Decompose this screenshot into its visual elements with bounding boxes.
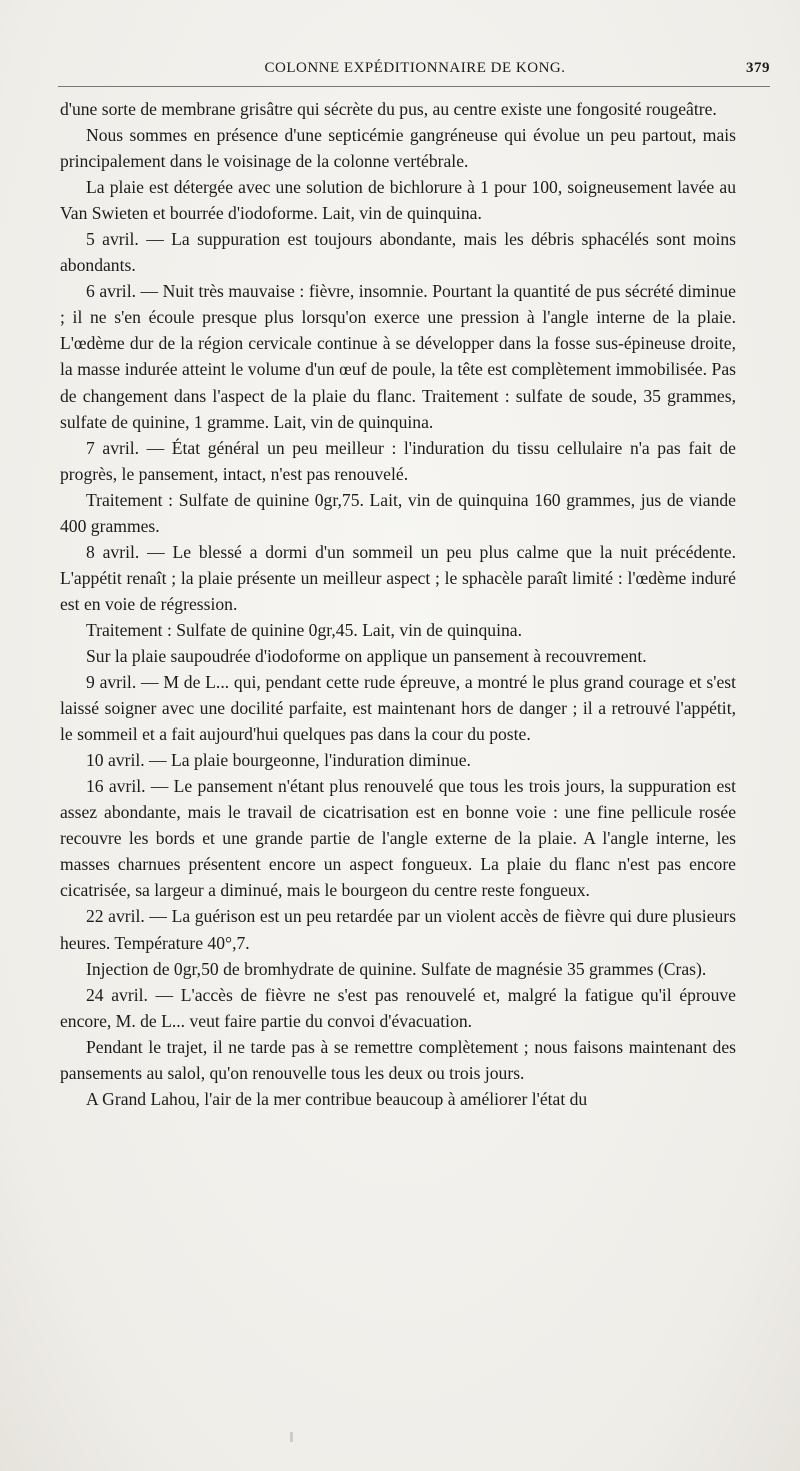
paragraph: 24 avril. — L'accès de fièvre ne s'est pas renouvelé et, malgré la fatigue qu'il éprouve encore, M. de L... veut faire partie du convoi d'évacuation. — [60, 984, 736, 1031]
paragraph: Pendant le trajet, il ne tarde pas à se remettre complètement ; nous faisons maintenant des pansements au salol, qu'on renouvelle tous les deux ou trois jours. — [60, 1036, 736, 1083]
paragraph: Nous sommes en présence d'une septicémie gangréneuse qui évolue un peu partout, mais principalement dans le voisinage de la colonne vertébrale. — [60, 125, 736, 172]
paragraph: 16 avril. — Le pansement n'étant plus renouvelé que tous les trois jours, la suppuration est assez abondante, mais le travail de cicatrisation est en bonne voie : une fine pellicule rosée recouvre les bords et une grande partie de l'angle externe de la plaie. A l'angle interne, les masses charnues présentent encore un aspect fongueux. La plaie du flanc n'est pas encore cicatrisée, sa largeur a diminué, mais le bourgeon du centre reste fongueux. — [60, 776, 736, 901]
page-number: 379 — [746, 60, 770, 76]
paragraph: 6 avril. — Nuit très mauvaise : fièvre, insomnie. Pourtant la quantité de pus sécrété diminue ; il ne s'en écoule presque plus lorsqu'on exerce une pression à l'angle interne de la plaie. L'œdème dur de la région cervicale continue à se développer dans la fosse sus-épineuse droite, la masse indurée atteint le volume d'un œuf de poule, la tête est complètement immobilisée. Pas de changement dans l'aspect de la plaie du flanc. Traitement : sulfate de soude, 35 grammes, sulfate de quinine, 1 gramme. Lait, vin de quinquina. — [60, 281, 736, 432]
paragraph: 9 avril. — M de L... qui, pendant cette rude épreuve, a montré le plus grand courage et s'est laissé soigner avec une docilité parfaite, est maintenant hors de danger ; il a retrouvé l'appétit, le sommeil et a fait aujourd'hui quelques pas dans la cour du poste. — [60, 672, 736, 745]
paragraph: 5 avril. — La suppuration est toujours abondante, mais les débris sphacélés sont moins abondants. — [60, 229, 736, 276]
paragraph: 7 avril. — État général un peu meilleur : l'induration du tissu cellulaire n'a pas fait de progrès, le pansement, intact, n'est pas renouvelé. — [60, 437, 736, 484]
paragraph: 8 avril. — Le blessé a dormi d'un sommeil un peu plus calme que la nuit précédente. L'appétit renaît ; la plaie présente un meilleur aspect ; le sphacèle paraît limité : l'œdème induré est en voie de régression. — [60, 541, 736, 614]
header-rule — [58, 86, 770, 87]
paragraph: 10 avril. — La plaie bourgeonne, l'induration diminue. — [86, 750, 471, 771]
running-header — [60, 60, 770, 86]
paragraph: A Grand Lahou, l'air de la mer contribue beaucoup à améliorer l'état du — [86, 1088, 588, 1109]
paragraph: La plaie est détergée avec une solution de bichlorure à 1 pour 100, soigneusement lavée au Van Swieten et bourrée d'iodoforme. Lait, vin de quinquina. — [60, 177, 736, 224]
page-body — [60, 96, 736, 1112]
paragraph: Injection de 0gr,50 de bromhydrate de quinine. Sulfate de magnésie 35 grammes (Cras). — [86, 958, 707, 979]
paragraph: d'une sorte de membrane grisâtre qui sécrète du pus, au centre existe une fongosité rougeâtre. — [60, 99, 717, 119]
paragraph: 22 avril. — La guérison est un peu retardée par un violent accès de fièvre qui dure plusieurs heures. Température 40°,7. — [60, 906, 736, 953]
paragraph: Traitement : Sulfate de quinine 0gr,45. Lait, vin de quinquina. — [86, 619, 522, 640]
running-title: COLONNE EXPÉDITIONNAIRE DE KONG. — [264, 60, 566, 76]
paragraph: Traitement : Sulfate de quinine 0gr,75. Lait, vin de quinquina 160 grammes, jus de viande 400 grammes. — [60, 489, 736, 536]
print-speck — [290, 1432, 293, 1442]
paragraph: Sur la plaie saupoudrée d'iodoforme on applique un pansement à recouvrement. — [86, 645, 647, 666]
